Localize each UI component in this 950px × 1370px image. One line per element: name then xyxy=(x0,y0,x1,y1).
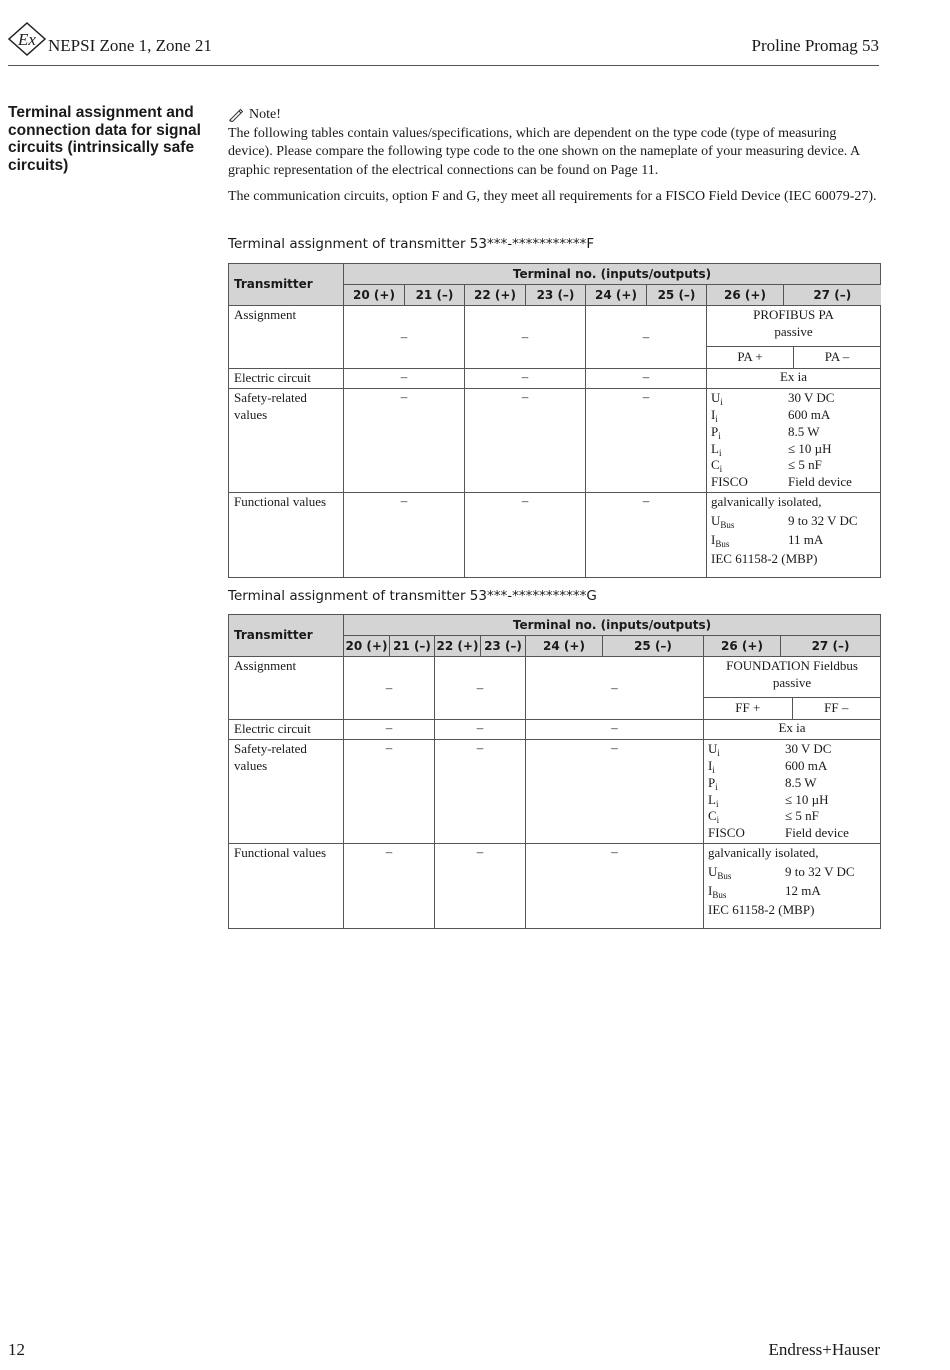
terminal-26: 26 (+) xyxy=(704,636,781,657)
cell-dash: – xyxy=(526,657,704,720)
terminal-21: 21 (–) xyxy=(390,636,435,657)
terminal-27: 27 (–) xyxy=(781,636,881,657)
note-header xyxy=(228,106,880,125)
cell-dash: – xyxy=(435,657,526,720)
row-label-functional: Functional values xyxy=(229,844,344,929)
footer-brand: Endress+Hauser xyxy=(768,1340,880,1359)
table-row xyxy=(229,844,881,929)
bus-plus: FF + xyxy=(704,698,793,720)
bus-polarity xyxy=(707,346,880,369)
terminal-25: 25 (–) xyxy=(603,636,704,657)
cell-dash: – xyxy=(344,740,435,844)
transmitter-header: Transmitter xyxy=(229,264,344,306)
table-row xyxy=(229,740,881,844)
row-label-electric: Electric circuit xyxy=(229,720,344,740)
safety-row: $U_i$ 30 V DC xyxy=(711,390,835,408)
row-label-functional: Functional values xyxy=(229,493,344,578)
terminal-23: 23 (–) xyxy=(526,285,586,306)
cell-dash: – xyxy=(344,369,465,389)
terminal-22: 22 (+) xyxy=(465,285,526,306)
section-heading: Terminal assignment and connection data for signal circuits (intrinsically safe circuits) xyxy=(8,104,201,174)
header-zone-title: NEPSI Zone 1, Zone 21 xyxy=(48,36,212,55)
terminal-22: 22 (+) xyxy=(435,636,481,657)
terminal-27: 27 (–) xyxy=(784,285,881,306)
cell-dash: – xyxy=(586,493,707,578)
header-product-title: Proline Promag 53 xyxy=(751,36,879,55)
safety-row: $L_i$ ≤ 10 µH xyxy=(708,791,829,809)
functional-values xyxy=(707,493,881,578)
cell-dash: – xyxy=(526,720,704,740)
safety-row: $C_i$ ≤ 5 nF xyxy=(711,457,822,475)
cell-dash: – xyxy=(344,389,465,493)
electric-circuit-value: Ex ia xyxy=(707,369,881,389)
bus-name: FOUNDATION Fieldbus xyxy=(726,658,858,673)
isolation-text: galvanically isolated, xyxy=(711,494,822,510)
safety-row: $I_i$ 600 mA xyxy=(711,406,831,424)
safety-values xyxy=(707,389,881,493)
terminal-table-f xyxy=(228,263,881,578)
standard-text: IEC 61158-2 (MBP) xyxy=(711,550,818,566)
terminal-25: 25 (–) xyxy=(647,285,707,306)
cell-dash: – xyxy=(526,844,704,929)
functional-values xyxy=(704,844,881,929)
cell-dash: – xyxy=(586,369,707,389)
ibus-row: $I_{Bus}$ 12 mA xyxy=(708,882,821,900)
ibus-row: $I_{Bus}$ 11 mA xyxy=(711,531,824,549)
safety-row: $U_i$ 30 V DC xyxy=(708,741,832,759)
standard-text: IEC 61158-2 (MBP) xyxy=(708,901,815,917)
note-block xyxy=(228,106,880,207)
cell-dash: – xyxy=(344,720,435,740)
table-caption-g: Terminal assignment of transmitter 53***-***********G xyxy=(228,588,597,604)
cell-dash: – xyxy=(435,844,526,929)
cell-dash: – xyxy=(526,740,704,844)
terminal-20: 20 (+) xyxy=(344,636,390,657)
note-label: Note! xyxy=(249,107,281,122)
cell-dash: – xyxy=(344,493,465,578)
cell-dash: – xyxy=(435,720,526,740)
terminal-24: 24 (+) xyxy=(526,636,603,657)
bus-assignment xyxy=(704,657,881,720)
table-row xyxy=(229,389,881,493)
pencil-icon xyxy=(228,108,244,122)
table-caption-f: Terminal assignment of transmitter 53***-***********F xyxy=(228,236,595,252)
cell-dash: – xyxy=(465,389,586,493)
cell-dash: – xyxy=(344,306,465,369)
cell-dash: – xyxy=(344,657,435,720)
terminal-header: Terminal no. (inputs/outputs) xyxy=(344,264,881,285)
cell-dash: – xyxy=(465,493,586,578)
bus-name: PROFIBUS PA xyxy=(753,307,834,322)
terminal-header: Terminal no. (inputs/outputs) xyxy=(344,615,881,636)
ex-hazard-logo xyxy=(8,22,46,56)
cell-dash: – xyxy=(586,389,707,493)
safety-row: FISCO Field device xyxy=(711,474,852,490)
transmitter-header: Transmitter xyxy=(229,615,344,657)
ubus-row: $U_{Bus}$ 9 to 32 V DC xyxy=(708,863,855,881)
terminal-26: 26 (+) xyxy=(707,285,784,306)
page-number: 12 xyxy=(8,1340,25,1359)
cell-dash: – xyxy=(465,369,586,389)
safety-row: $I_i$ 600 mA xyxy=(708,757,828,775)
row-label-safety: Safety-related values xyxy=(229,389,344,493)
svg-text:Ex: Ex xyxy=(18,30,36,49)
terminal-24: 24 (+) xyxy=(586,285,647,306)
ubus-row: $U_{Bus}$ 9 to 32 V DC xyxy=(711,512,858,530)
safety-row: $P_i$ 8.5 W xyxy=(711,423,820,441)
cell-dash: – xyxy=(435,740,526,844)
row-label-assignment: Assignment xyxy=(229,657,344,720)
safety-values xyxy=(704,740,881,844)
table-row xyxy=(229,493,881,578)
bus-polarity xyxy=(704,697,880,720)
table-row xyxy=(229,720,881,740)
bus-plus: PA + xyxy=(707,347,794,369)
table-row xyxy=(229,306,881,369)
safety-row: $P_i$ 8.5 W xyxy=(708,774,817,792)
row-label-electric: Electric circuit xyxy=(229,369,344,389)
row-label-safety: Safety-related values xyxy=(229,740,344,844)
bus-mode: passive xyxy=(774,323,813,339)
electric-circuit-value: Ex ia xyxy=(704,720,881,740)
cell-dash: – xyxy=(586,306,707,369)
cell-dash: – xyxy=(344,844,435,929)
bus-minus: FF – xyxy=(824,699,849,715)
bus-assignment xyxy=(707,306,881,369)
cell-dash: – xyxy=(465,306,586,369)
note-text: The following tables contain values/specifications, which are dependent on the type code (type of measuring device). Please compare the following type code to the one shown on the nameplate of your measuring device. A graphic representation of the electrical connections can be found on Page 11. xyxy=(228,125,860,178)
safety-row: FISCO Field device xyxy=(708,825,849,841)
terminal-table-g xyxy=(228,614,881,929)
safety-row: $L_i$ ≤ 10 µH xyxy=(711,440,832,458)
bus-mode: passive xyxy=(772,674,812,690)
isolation-text: galvanically isolated, xyxy=(708,845,819,861)
terminal-21: 21 (–) xyxy=(405,285,465,306)
table-row xyxy=(229,657,881,720)
safety-row: $C_i$ ≤ 5 nF xyxy=(708,808,819,826)
terminal-20: 20 (+) xyxy=(344,285,405,306)
row-label-assignment: Assignment xyxy=(229,306,344,369)
fisco-text: The communication circuits, option F and G, they meet all requirements for a FISCO Field Device (IEC 60079-27). xyxy=(228,189,877,204)
bus-minus: PA – xyxy=(824,348,850,364)
page-header xyxy=(8,20,879,66)
terminal-23: 23 (–) xyxy=(481,636,526,657)
table-row xyxy=(229,369,881,389)
